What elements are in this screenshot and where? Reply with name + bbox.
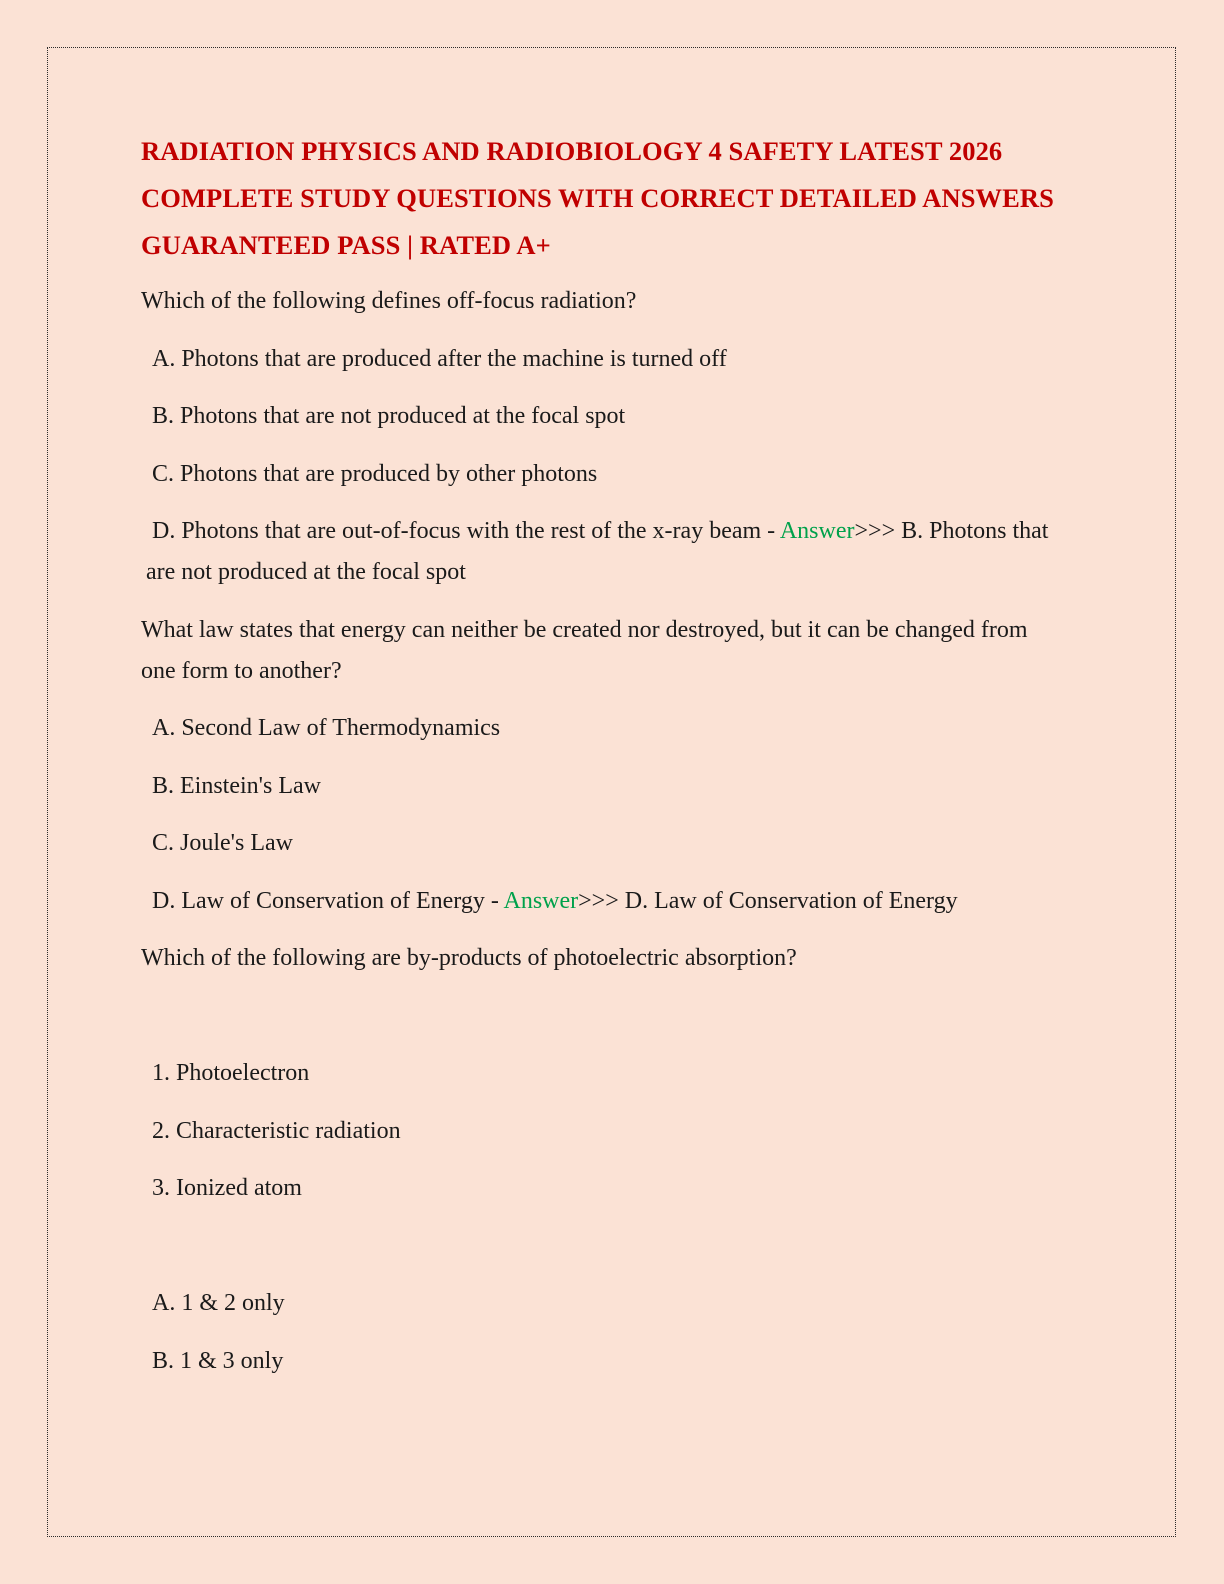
question-2-answer-text: D. Law of Conservation of Energy	[624, 887, 958, 914]
question-2-option-d-with-answer	[141, 881, 1066, 922]
question-3-item-1: 1. Photoelectron	[146, 1060, 310, 1086]
question-1-option-c: C. Photons that are produced by other photons	[146, 460, 598, 487]
document-content	[141, 128, 1066, 1398]
question-3-option-a: A. 1 & 2 only	[146, 1290, 285, 1316]
spacer-paragraph-1	[141, 996, 1066, 1037]
question-2-option-a: A. Second Law of Thermodynamics	[146, 715, 501, 741]
question-2-option-c: C. Joule's Law	[146, 830, 293, 856]
page-title: RADIATION PHYSICS AND RADIOBIOLOGY 4 SAFETY LATEST 2026 COMPLETE STUDY QUESTIONS WITH CORRECT DETAILED ANSWERS GUARANTEED PASS | RATED A+	[141, 136, 1054, 260]
question-1-answer-text: B. Photons that are not produced at the focal spot	[146, 518, 1055, 585]
question-1-answer-label: Answer	[779, 518, 855, 544]
question-1-option-d-with-answer	[141, 511, 1066, 593]
question-2-option-d-text: D. Law of Conservation of Energy -	[146, 887, 504, 914]
spacer-paragraph-2	[141, 1226, 1066, 1267]
question-1-option-a: A. Photons that are produced after the machine is turned off	[146, 345, 727, 372]
question-2-answer-label: Answer	[503, 887, 579, 914]
question-1-stem: Which of the following defines off-focus radiation?	[141, 288, 637, 314]
question-1-option-b: B. Photons that are not produced at the focal spot	[146, 403, 626, 429]
question-3-item-2: 2. Characteristic radiation	[146, 1117, 401, 1144]
question-3-option-b: B. 1 & 3 only	[146, 1347, 284, 1374]
question-1-answer-arrows: >>>	[854, 518, 902, 544]
question-2-answer-arrows: >>>	[578, 887, 625, 914]
question-2-stem: What law states that energy can neither be created nor destroyed, but it can be changed from one form to another?	[141, 616, 1034, 684]
question-3-item-3: 3. Ionized atom	[146, 1175, 302, 1201]
question-2-option-b: B. Einstein's Law	[146, 772, 321, 799]
question-3-stem: Which of the following are by-products of photoelectric absorption?	[141, 945, 797, 971]
question-1-option-d-text: D. Photons that are out-of-focus with the rest of the x-ray beam -	[146, 518, 780, 544]
